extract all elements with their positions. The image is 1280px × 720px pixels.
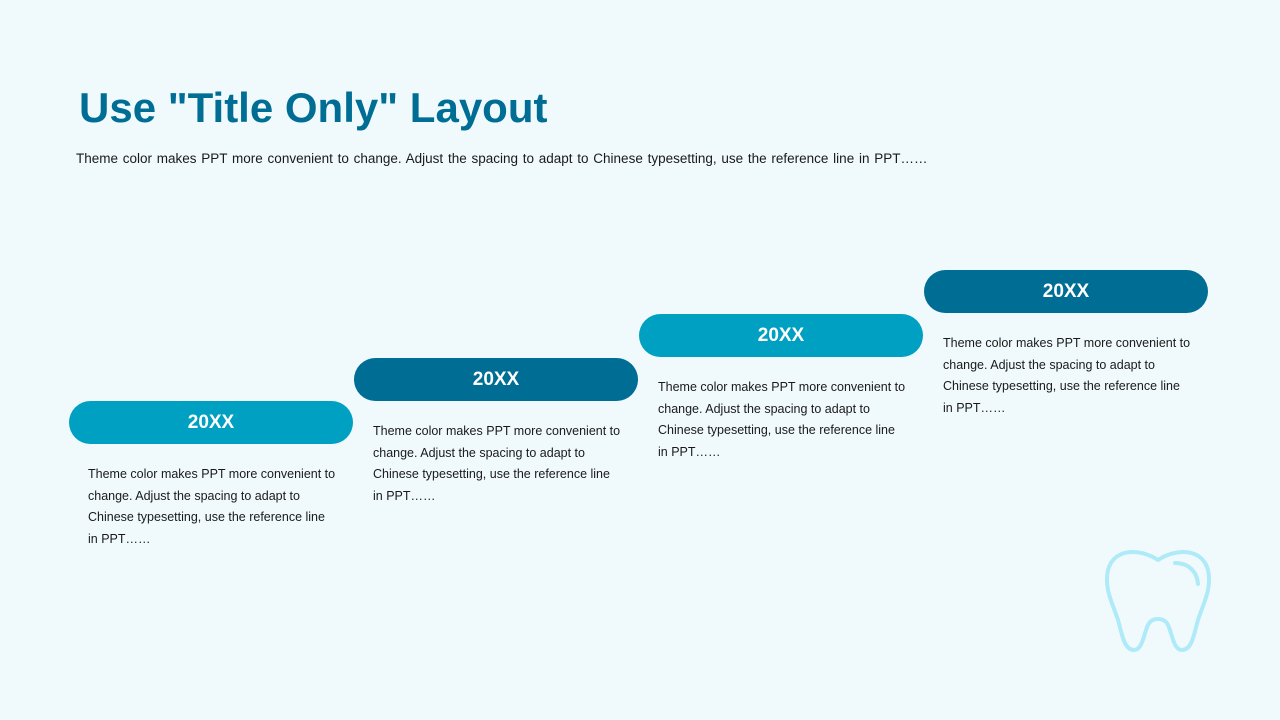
step-2-description: Theme color makes PPT more convenient to change. Adjust the spacing to adapt to Chinese typesetting, use the reference line in PPT…… xyxy=(373,424,621,504)
slide-title: Use "Title Only" Layout xyxy=(79,84,548,131)
timeline-step-3 xyxy=(639,314,923,464)
step-3-year-label: 20XX xyxy=(639,314,923,357)
step-4-description: Theme color makes PPT more convenient to change. Adjust the spacing to adapt to Chinese typesetting, use the reference line in PPT…… xyxy=(943,336,1191,416)
timeline-step-1 xyxy=(69,401,353,551)
timeline-step-2 xyxy=(354,358,638,508)
step-2-year-label: 20XX xyxy=(354,358,638,401)
step-4-year-label: 20XX xyxy=(924,270,1208,313)
slide-subtitle: Theme color makes PPT more convenient to change. Adjust the spacing to adapt to Chinese typesetting, use the reference line in PPT…… xyxy=(76,151,928,166)
timeline-step-4 xyxy=(924,270,1208,420)
step-3-description: Theme color makes PPT more convenient to change. Adjust the spacing to adapt to Chinese typesetting, use the reference line in PPT…… xyxy=(658,380,906,460)
step-1-description: Theme color makes PPT more convenient to change. Adjust the spacing to adapt to Chinese typesetting, use the reference line in PPT…… xyxy=(88,467,336,547)
tooth-icon xyxy=(1100,546,1216,658)
step-1-year-label: 20XX xyxy=(69,401,353,444)
